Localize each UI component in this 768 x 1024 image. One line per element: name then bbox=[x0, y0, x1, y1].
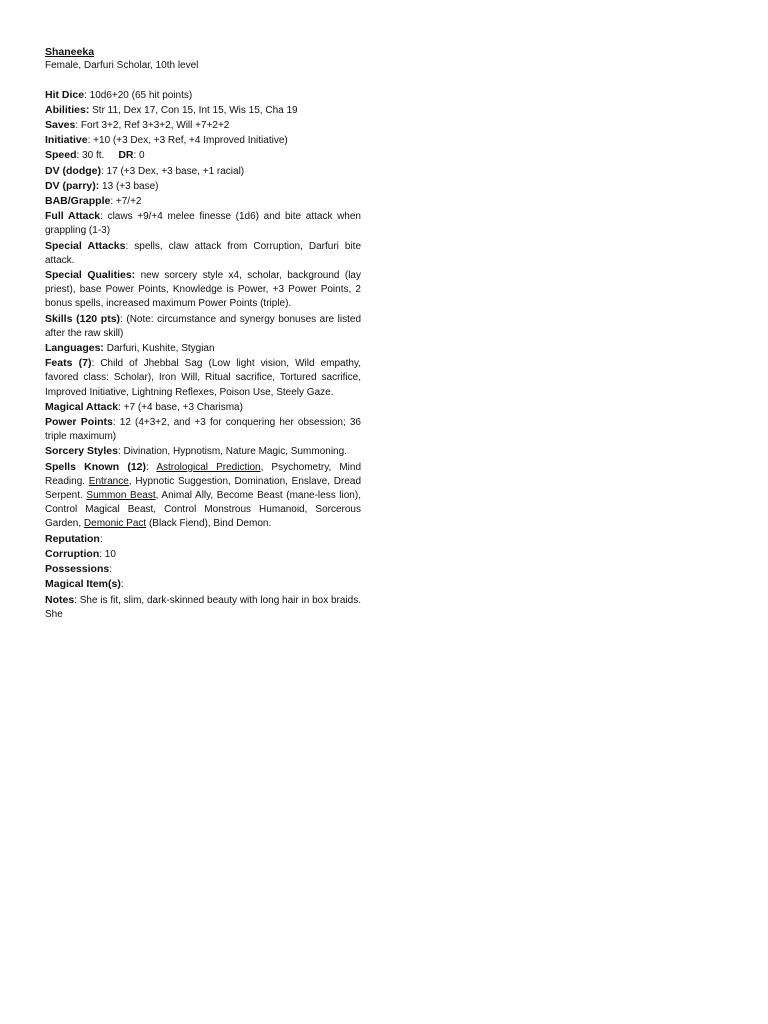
skills-value: : (Note: circumstance and synergy bonuses are listed after the raw skill) bbox=[45, 313, 362, 339]
magical-attack-line bbox=[45, 400, 361, 415]
possessions-label: Possessions bbox=[45, 563, 110, 576]
feats-value: : Child of Jhebbal Sag (Low light vision, Wild empathy, favored class: Scholar), Iron Will, Ritual sacrifice, Tortured sacrifice, Improved Initiative, Lightning Reflexes, Poison Use, Steely Gaze. bbox=[45, 358, 361, 398]
languages-label: Languages: bbox=[45, 342, 104, 355]
sorcery-styles-value: : Divination, Hypnotism, Nature Magic, Summoning. bbox=[117, 446, 347, 458]
full-attack-line bbox=[45, 209, 361, 238]
stat-block bbox=[45, 45, 361, 622]
bab-label: BAB/Grapple bbox=[45, 195, 111, 208]
feats-label: Feats (7) bbox=[45, 357, 92, 370]
magical-items-line bbox=[45, 577, 361, 592]
possessions-value: : bbox=[109, 564, 112, 576]
spells-known-text: , Hypnotic Suggestion, Domination, Enslave, Dread Serpent. bbox=[45, 475, 361, 502]
spell-astrological-prediction: Astrological Prediction bbox=[156, 461, 261, 473]
dv-parry-value: 13 (+3 base) bbox=[99, 180, 159, 192]
possessions-line bbox=[45, 562, 361, 577]
special-attacks-label: Special Attacks bbox=[45, 239, 126, 252]
full-attack-label: Full Attack bbox=[45, 210, 101, 223]
speed-value: : 30 ft. bbox=[76, 150, 105, 162]
dv-dodge-label: DV (dodge) bbox=[45, 164, 101, 177]
abilities-label: Abilities: bbox=[45, 103, 90, 116]
initiative-label: Initiative bbox=[45, 134, 88, 147]
spell-summon-beast: Summon Beast bbox=[86, 490, 156, 502]
hit-dice-value: : 10d6+20 (65 hit points) bbox=[84, 89, 193, 101]
spell-demonic-pact: Demonic Pact bbox=[83, 518, 147, 530]
feats-line bbox=[45, 356, 361, 400]
initiative-value: : +10 (+3 Dex, +3 Ref, +4 Improved Initiative) bbox=[87, 135, 288, 147]
special-qualities-line bbox=[45, 268, 361, 312]
magical-attack-label: Magical Attack bbox=[45, 400, 119, 413]
spells-known-line bbox=[45, 460, 361, 532]
sorcery-styles-label: Sorcery Styles bbox=[45, 445, 118, 458]
bab-line bbox=[45, 194, 361, 209]
dr-label: DR bbox=[118, 149, 134, 162]
languages-line bbox=[45, 341, 361, 356]
spells-known-text: , Animal Ally, Become Beast (mane-less lion), Control Magical Beast, Control Monstrous Humanoid, Sorcerous Garden, bbox=[45, 490, 361, 530]
sorcery-styles-line bbox=[45, 444, 361, 459]
dv-parry-line bbox=[45, 179, 361, 194]
dv-parry-label: DV (parry): bbox=[45, 179, 100, 192]
spells-known-text: (Black Fiend), Bind Demon. bbox=[146, 518, 272, 530]
corruption-value: : 10 bbox=[99, 548, 116, 560]
dr-value: : 0 bbox=[133, 150, 145, 162]
special-attacks-value: : spells, claw attack from Corruption, Darfuri bite attack. bbox=[45, 240, 362, 266]
character-subtitle: Female, Darfuri Scholar, 10th level bbox=[45, 60, 199, 72]
power-points-label: Power Points bbox=[45, 416, 113, 429]
hit-dice-line bbox=[45, 88, 361, 103]
hit-dice-label: Hit Dice bbox=[45, 88, 85, 101]
full-attack-value: : claws +9/+4 melee finesse (1d6) and bite attack when grappling (1-3) bbox=[45, 211, 361, 237]
special-attacks-line bbox=[45, 239, 361, 268]
special-qualities-label: Special Qualities: bbox=[45, 269, 136, 282]
spell-entrance: Entrance bbox=[88, 475, 129, 487]
spells-known-text: , Psychometry, Mind Reading. bbox=[45, 461, 362, 487]
power-points-line bbox=[45, 415, 361, 444]
abilities-line bbox=[45, 103, 361, 118]
bab-value: : +7/+2 bbox=[110, 196, 142, 208]
magical-items-label: Magical Item(s) bbox=[45, 578, 121, 591]
saves-line bbox=[45, 118, 361, 133]
notes-value: : She is fit, slim, dark-skinned beauty with long hair in box braids. She bbox=[45, 594, 361, 620]
magical-items-value: : bbox=[120, 579, 124, 591]
speed-label: Speed bbox=[45, 149, 77, 162]
speed-line bbox=[45, 148, 361, 163]
skills-label: Skills (120 pts) bbox=[45, 312, 121, 325]
magical-attack-value: : +7 (+4 base, +3 Charisma) bbox=[118, 401, 243, 413]
character-name: Shaneeka bbox=[45, 46, 95, 58]
abilities-value: Str 11, Dex 17, Con 15, Int 15, Wis 15, Cha 19 bbox=[89, 104, 298, 116]
saves-label: Saves bbox=[45, 119, 76, 131]
power-points-value: : 12 (4+3+2, and +3 for conquering her obsession; 36 triple maximum) bbox=[45, 417, 361, 443]
notes-line bbox=[45, 593, 361, 622]
corruption-line bbox=[45, 547, 361, 562]
initiative-line bbox=[45, 133, 361, 148]
corruption-label: Corruption bbox=[45, 547, 100, 560]
dv-dodge-line bbox=[45, 164, 361, 179]
notes-label: Notes bbox=[45, 593, 75, 606]
languages-value: Darfuri, Kushite, Stygian bbox=[103, 343, 215, 355]
reputation-line bbox=[45, 532, 361, 547]
spacer bbox=[45, 73, 361, 87]
special-qualities-value: new sorcery style x4, scholar, background (lay priest), base Power Points, Knowledge is Power, +3 Power Points, 2 bonus spells, increased maximum Power Points (triple). bbox=[45, 270, 361, 310]
spells-known-label: Spells Known (12) bbox=[45, 460, 147, 473]
spells-known-text: : bbox=[146, 461, 157, 473]
saves-value: : Fort 3+2, Ref 3+3+2, Will +7+2+2 bbox=[75, 120, 230, 131]
reputation-value: : bbox=[99, 533, 103, 545]
skills-line bbox=[45, 312, 361, 341]
dv-dodge-value: : 17 (+3 Dex, +3 base, +1 racial) bbox=[101, 165, 245, 177]
reputation-label: Reputation bbox=[45, 532, 100, 545]
